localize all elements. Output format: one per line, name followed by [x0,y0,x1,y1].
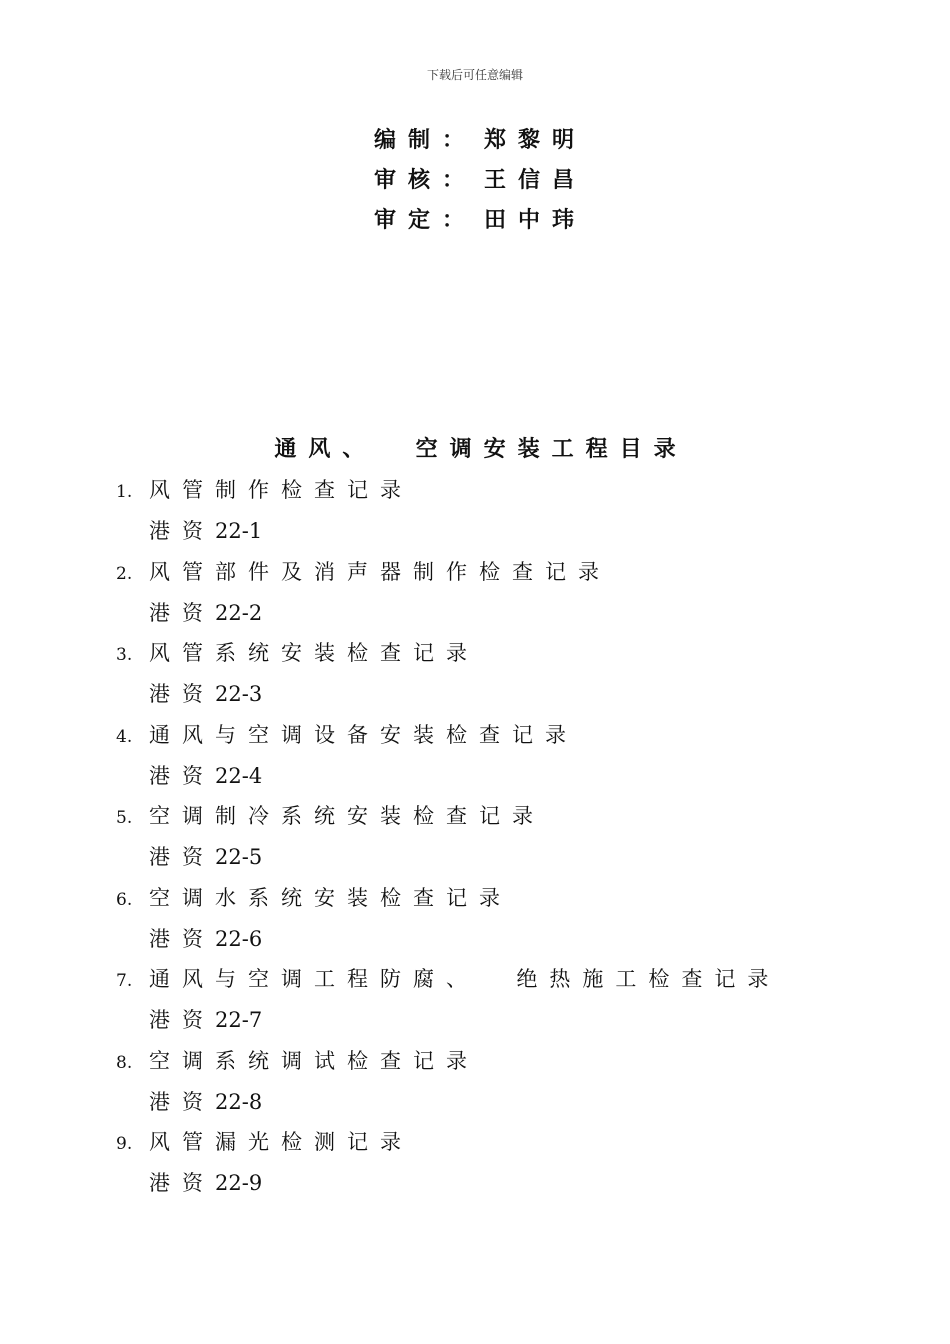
form-prefix: 港资 [149,1008,215,1032]
toc-title: 通风、 空调安装工程目录 [274,437,688,462]
form-prefix: 港资 [149,519,215,543]
credit-name: 田中玮 [484,207,587,233]
toc-item-name: 风管制作检查记录 [149,478,413,502]
credit-role: 审定 [374,207,443,233]
toc-item-name: 空调水系统安装检查记录 [149,885,512,910]
credit-row-approver [374,198,586,238]
toc-item-name: 空调系统调试检查记录 [149,1048,479,1073]
form-prefix: 港资 [149,682,215,706]
credit-colon: ： [442,207,477,233]
toc-item [0,959,950,1041]
toc-item-number: 6. [116,889,133,910]
toc-item-number: 9. [116,1134,133,1154]
form-prefix: 港资 [149,1171,215,1195]
toc-item-number: 3. [116,645,133,665]
toc-item [0,552,950,634]
toc-item-form [149,1086,262,1116]
toc-item-number: 2. [116,563,133,584]
toc-item-number: 7. [116,971,133,991]
toc-item-name: 风管系统安装检查记录 [149,641,479,665]
credit-colon: ： [442,127,477,153]
form-code: 22-5 [215,845,263,869]
credit-colon: ： [442,167,477,193]
toc-item-number: 1. [116,482,133,502]
credit-name: 王信昌 [484,167,587,193]
form-code: 22-6 [215,926,263,951]
toc-item-name: 风管漏光检测记录 [149,1130,413,1154]
toc-item-form [149,678,262,708]
credit-role: 审核 [374,167,443,193]
form-prefix: 港资 [149,1089,215,1114]
credit-name: 郑黎明 [484,127,587,153]
toc-item-name: 通风与空调工程防腐、 绝热施工检查记录 [149,967,781,991]
form-code: 22-2 [215,600,263,625]
toc-item-form [149,515,262,545]
credits-block [374,118,586,238]
toc-item-name: 空调制冷系统安装检查记录 [149,804,545,828]
form-prefix: 港资 [149,926,215,951]
toc-item-number: 8. [116,1052,133,1073]
form-code: 22-7 [215,1008,263,1032]
toc-item [0,796,950,878]
form-code: 22-9 [215,1171,263,1195]
toc-list [0,470,950,1204]
toc-item [0,633,950,715]
toc-item [0,878,950,960]
form-code: 22-1 [215,519,263,543]
toc-item-form [149,597,262,627]
toc-item [0,1122,950,1204]
form-prefix: 港资 [149,600,215,625]
toc-item-form [149,760,262,790]
form-code: 22-3 [215,682,263,706]
toc-item-name: 通风与空调设备安装检查记录 [149,722,578,747]
toc-item-form [149,841,262,871]
toc-item [0,470,950,552]
toc-item-name: 风管部件及消声器制作检查记录 [149,559,611,584]
credit-role: 编制 [374,127,443,153]
credit-row-reviewer [374,158,586,198]
form-prefix: 港资 [149,845,215,869]
toc-item-form [149,1167,262,1197]
header-note: 下载后可任意编辑 [426,68,523,82]
toc-item-number: 5. [116,808,133,828]
toc-item [0,715,950,797]
form-prefix: 港资 [149,763,215,788]
form-code: 22-4 [215,763,263,788]
toc-item-form [149,923,262,953]
form-code: 22-8 [215,1089,263,1114]
credit-row-compiler [374,118,586,158]
toc-item [0,1041,950,1123]
toc-item-number: 4. [116,726,133,747]
toc-item-form [149,1004,262,1034]
